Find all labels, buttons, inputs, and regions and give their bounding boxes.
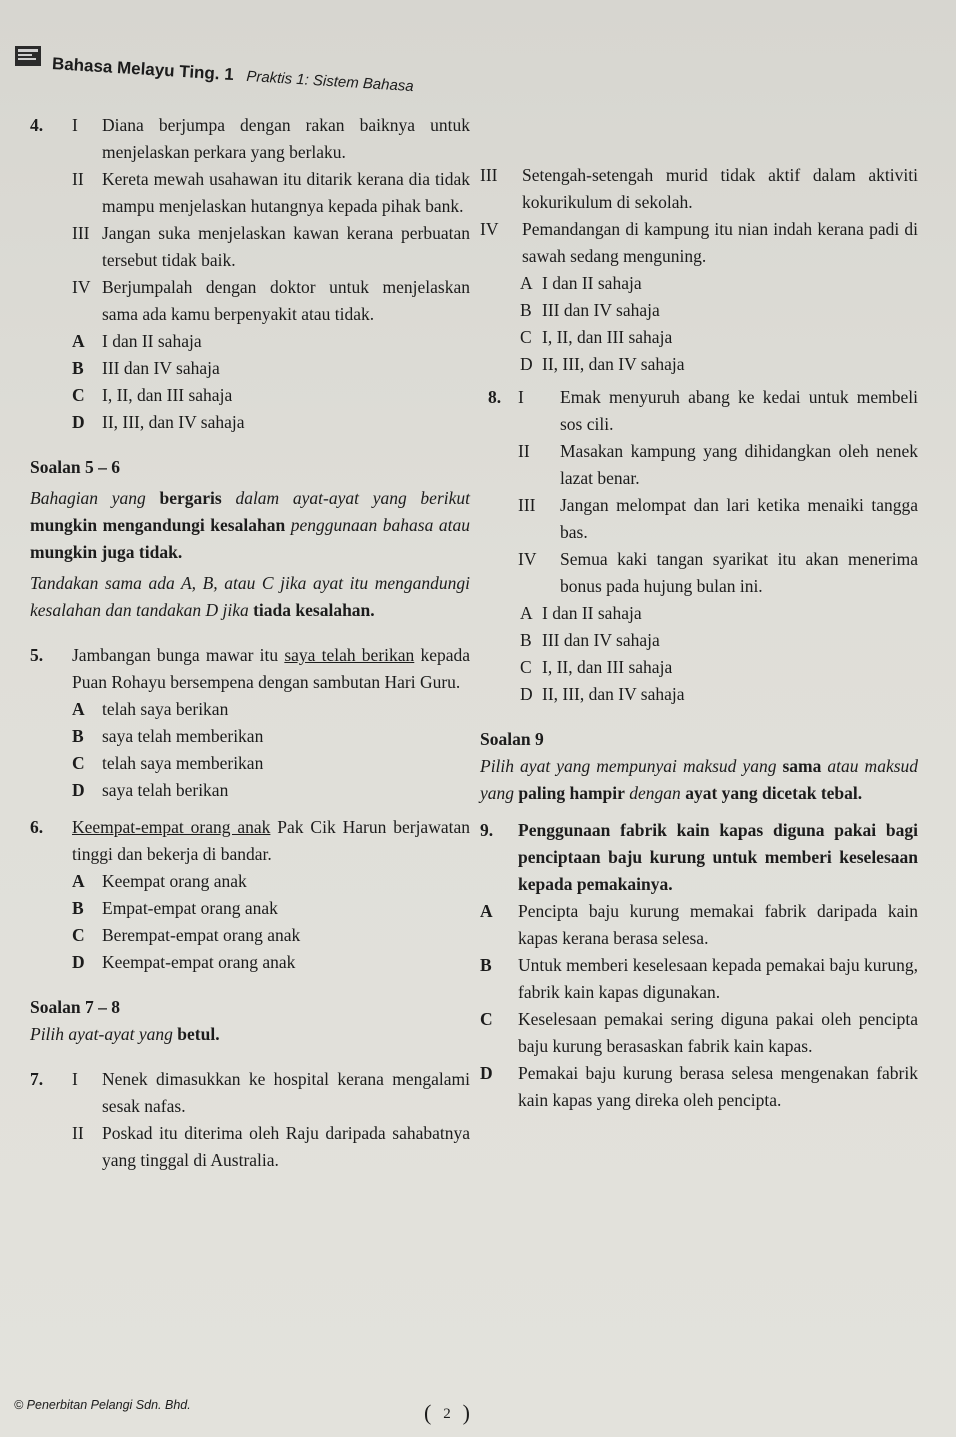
- option-text: I, II, dan III sahaja: [102, 385, 233, 405]
- option-letter: A: [72, 871, 85, 891]
- left-column: [30, 112, 470, 1174]
- answer-option-b[interactable]: [480, 297, 918, 324]
- instr-text: Pilih ayat-ayat yang: [30, 1024, 173, 1044]
- instr-bold: ayat yang dicetak tebal.: [685, 783, 863, 803]
- answer-option-d[interactable]: [488, 681, 918, 708]
- roman-numeral: II: [518, 441, 530, 461]
- stem-text: Penggunaan fabrik kain kapas diguna pakai bagi penciptaan baju kurung untuk memberi keselesaan kepada pemakainya.: [518, 820, 918, 894]
- roman-numeral: IV: [480, 219, 499, 239]
- option-text: Untuk memberi keselesaan kepada pemakai baju kurung, fabrik kain kapas digunakan.: [518, 955, 918, 1002]
- answer-option-d[interactable]: [30, 949, 470, 976]
- q9-stem: [480, 817, 918, 898]
- underlined-part: Keempat-empat orang anak: [72, 817, 271, 837]
- question-7-part1: [30, 1066, 470, 1174]
- option-letter: B: [480, 955, 492, 975]
- option-letter: D: [480, 1063, 493, 1083]
- answer-option-a[interactable]: [30, 696, 470, 723]
- roman-numeral: IV: [72, 277, 91, 297]
- option-text: I dan II sahaja: [542, 273, 642, 293]
- answer-option-c[interactable]: [480, 324, 918, 351]
- spacer: [30, 624, 470, 642]
- instr-bold: paling hampir: [518, 783, 625, 803]
- option-letter: A: [72, 699, 85, 719]
- answer-option-a[interactable]: [480, 898, 918, 952]
- q7-number: 7.: [30, 1069, 44, 1089]
- option-letter: A: [480, 901, 493, 921]
- option-letter: C: [72, 925, 85, 945]
- option-letter: A: [72, 331, 85, 351]
- option-text: Pemakai baju kurung berasa selesa mengenakan fabrik kain kapas yang direka oleh pencipta.: [518, 1063, 918, 1110]
- option-text: Empat-empat orang anak: [102, 898, 278, 918]
- item-text: Diana berjumpa dengan rakan baiknya untuk menjelaskan perkara yang berlaku.: [102, 115, 470, 162]
- option-text: Keempat-empat orang anak: [102, 952, 296, 972]
- q6-number: 6.: [30, 817, 44, 837]
- option-text: telah saya berikan: [102, 699, 229, 719]
- section-heading: Soalan 5 – 6: [30, 457, 120, 477]
- spacer: [30, 1048, 470, 1066]
- option-text: II, III, dan IV sahaja: [542, 354, 685, 374]
- section-7-8: [30, 994, 470, 1048]
- spacer: [30, 436, 470, 446]
- publisher-credit: © Penerbitan Pelangi Sdn. Bhd.: [14, 1398, 191, 1412]
- option-letter: A: [520, 273, 533, 293]
- item-text: Nenek dimasukkan ke hospital kerana mengalami sesak nafas.: [102, 1069, 470, 1116]
- q4-item: [30, 112, 470, 166]
- roman-numeral: II: [72, 169, 84, 189]
- answer-option-a[interactable]: [480, 270, 918, 297]
- instr-bold: bergaris: [159, 488, 222, 508]
- instr-text: Pilih ayat yang mempunyai maksud yang: [480, 756, 777, 776]
- header-title: [51, 54, 414, 96]
- instr-text: dalam ayat-ayat yang berikut: [235, 488, 470, 508]
- q5-number: 5.: [30, 645, 44, 665]
- option-text: Berempat-empat orang anak: [102, 925, 301, 945]
- answer-option-b[interactable]: [488, 627, 918, 654]
- instr-text: penggunaan bahasa atau: [290, 515, 470, 535]
- item-text: Jangan melompat dan lari ketika menaiki tangga bas.: [560, 495, 918, 542]
- question-9: [480, 817, 918, 1114]
- q9-number: 9.: [480, 820, 494, 840]
- option-text: III dan IV sahaja: [542, 300, 660, 320]
- section-instruction: [30, 485, 470, 566]
- instr-bold: mungkin mengandungi kesalahan: [30, 515, 286, 535]
- question-8: [488, 384, 918, 708]
- header-subject: Bahasa Melayu Ting. 1: [51, 54, 235, 85]
- q8-item: [488, 384, 918, 438]
- stem-text: kepada Puan Rohayu bersempena dengan sambutan Hari Guru.: [72, 645, 471, 692]
- page-number-text: 2: [443, 1406, 451, 1422]
- option-letter: C: [72, 753, 85, 773]
- q7-item: [30, 1066, 470, 1120]
- option-text: III dan IV sahaja: [102, 358, 220, 378]
- option-text: I dan II sahaja: [542, 603, 642, 623]
- answer-option-a[interactable]: [30, 868, 470, 895]
- option-text: Keempat orang anak: [102, 871, 247, 891]
- roman-numeral: IV: [518, 549, 537, 569]
- answer-option-c[interactable]: [480, 1006, 918, 1060]
- item-text: Setengah-setengah murid tidak aktif dalam aktiviti kokurikulum di sekolah.: [522, 165, 918, 212]
- roman-numeral: III: [480, 165, 498, 185]
- option-letter: B: [520, 630, 532, 650]
- question-7-part2: [480, 162, 918, 378]
- q6-stem: [30, 814, 470, 868]
- option-text: I, II, dan III sahaja: [542, 327, 673, 347]
- item-text: Jangan suka menjelaskan kawan kerana perbuatan tersebut tidak baik.: [102, 223, 470, 270]
- option-letter: C: [520, 327, 532, 347]
- right-column: [480, 162, 918, 1114]
- section-instruction: [480, 753, 918, 807]
- instr-text: Tandakan sama ada A, B, atau C jika ayat itu mengandungi kesalahan dan tandakan D jika: [30, 573, 470, 620]
- roman-numeral: II: [72, 1123, 84, 1143]
- question-5: [30, 642, 470, 804]
- option-text: telah saya memberikan: [102, 753, 264, 773]
- option-text: saya telah memberikan: [102, 726, 264, 746]
- question-6: [30, 814, 470, 976]
- answer-option-a[interactable]: [488, 600, 918, 627]
- q8-number: 8.: [488, 387, 502, 407]
- item-text: Masakan kampung yang dihidangkan oleh nenek lazat benar.: [560, 441, 918, 488]
- q4-item: [30, 166, 470, 220]
- roman-numeral: III: [518, 495, 536, 515]
- option-letter: C: [72, 385, 85, 405]
- stem-text: Pak Cik Harun berjawatan tinggi dan bekerja di bandar.: [72, 817, 470, 864]
- option-letter: B: [520, 300, 532, 320]
- instr-text: Bahagian yang: [30, 488, 146, 508]
- option-letter: A: [520, 603, 533, 623]
- answer-option-c[interactable]: [30, 922, 470, 949]
- roman-numeral: I: [518, 387, 524, 407]
- q8-item: [488, 438, 918, 492]
- item-text: Berjumpalah dengan doktor untuk menjelaskan sama ada kamu berpenyakit atau tidak.: [102, 277, 470, 324]
- answer-option-d[interactable]: [480, 351, 918, 378]
- q8-item: [488, 546, 918, 600]
- option-letter: C: [480, 1009, 493, 1029]
- section-instruction: [30, 1021, 470, 1048]
- option-text: I dan II sahaja: [102, 331, 202, 351]
- option-text: II, III, dan IV sahaja: [102, 412, 245, 432]
- option-text: II, III, dan IV sahaja: [542, 684, 685, 704]
- question-4: [30, 112, 470, 436]
- instr-bold: betul.: [177, 1024, 220, 1044]
- header-subtitle: Praktis 1: Sistem Bahasa: [245, 67, 415, 96]
- q5-stem: [30, 642, 470, 696]
- option-letter: B: [72, 358, 84, 378]
- instr-text: dengan: [629, 783, 681, 803]
- item-text: Poskad itu diterima oleh Raju daripada sahabatnya yang tinggal di Australia.: [102, 1123, 470, 1170]
- q7-item: [480, 216, 918, 270]
- spacer: [30, 976, 470, 986]
- q4-item: [30, 220, 470, 274]
- option-text: Keselesaan pemakai sering diguna pakai oleh pencipta baju kurung berasaskan fabrik kain kapas.: [518, 1009, 918, 1056]
- answer-option-b[interactable]: [30, 355, 470, 382]
- underlined-part: saya telah berikan: [284, 645, 415, 665]
- option-text: saya telah berikan: [102, 780, 229, 800]
- instr-text: atau maksud yang: [480, 756, 919, 803]
- answer-option-c[interactable]: [30, 382, 470, 409]
- section-heading: Soalan 7 – 8: [30, 997, 120, 1017]
- option-letter: B: [72, 726, 84, 746]
- item-text: Kereta mewah usahawan itu ditarik kerana dia tidak mampu menjelaskan hutangnya kepada pihak bank.: [102, 169, 470, 216]
- answer-option-c[interactable]: [488, 654, 918, 681]
- answer-option-b[interactable]: [30, 895, 470, 922]
- page-number: [418, 1402, 476, 1426]
- q7-item: [480, 162, 918, 216]
- answer-option-b[interactable]: [480, 952, 918, 1006]
- option-letter: D: [520, 684, 533, 704]
- option-letter: B: [72, 898, 84, 918]
- answer-option-d[interactable]: [480, 1060, 918, 1114]
- page-header: [14, 40, 534, 96]
- answer-option-d[interactable]: [30, 409, 470, 436]
- instr-bold: sama: [782, 756, 822, 776]
- q8-item: [488, 492, 918, 546]
- instr-bold: tiada kesalahan.: [253, 600, 375, 620]
- item-text: Semua kaki tangan syarikat itu akan menerima bonus pada hujung bulan ini.: [560, 549, 918, 596]
- option-letter: D: [72, 780, 85, 800]
- option-text: I, II, dan III sahaja: [542, 657, 673, 677]
- item-text: Emak menyuruh abang ke kedai untuk membeli sos cili.: [560, 387, 918, 434]
- item-text: Pemandangan di kampung itu nian indah kerana padi di sawah sedang menguning.: [522, 219, 918, 266]
- spacer: [480, 708, 918, 726]
- book-logo-icon: [14, 44, 44, 70]
- option-letter: D: [72, 952, 85, 972]
- stem-text: Jambangan bunga mawar itu: [72, 645, 279, 665]
- q4-item: [30, 274, 470, 328]
- roman-numeral: I: [72, 1069, 78, 1089]
- roman-numeral: I: [72, 115, 78, 135]
- roman-numeral: III: [72, 223, 90, 243]
- q4-number: 4.: [30, 115, 44, 135]
- section-9: [480, 726, 918, 807]
- option-letter: C: [520, 657, 532, 677]
- option-text: III dan IV sahaja: [542, 630, 660, 650]
- section-heading: Soalan 9: [480, 729, 544, 749]
- option-letter: D: [72, 412, 85, 432]
- answer-option-b[interactable]: [30, 723, 470, 750]
- section-instruction-2: [30, 570, 470, 624]
- answer-option-a[interactable]: [30, 328, 470, 355]
- instr-bold: mungkin juga tidak.: [30, 542, 183, 562]
- q7-item: [30, 1120, 470, 1174]
- section-5-6: [30, 454, 470, 624]
- spacer: [480, 807, 918, 817]
- answer-option-c[interactable]: [30, 750, 470, 777]
- option-text: Pencipta baju kurung memakai fabrik daripada kain kapas kerana berasa selesa.: [518, 901, 918, 948]
- option-letter: D: [520, 354, 533, 374]
- answer-option-d[interactable]: [30, 777, 470, 804]
- spacer: [30, 804, 470, 814]
